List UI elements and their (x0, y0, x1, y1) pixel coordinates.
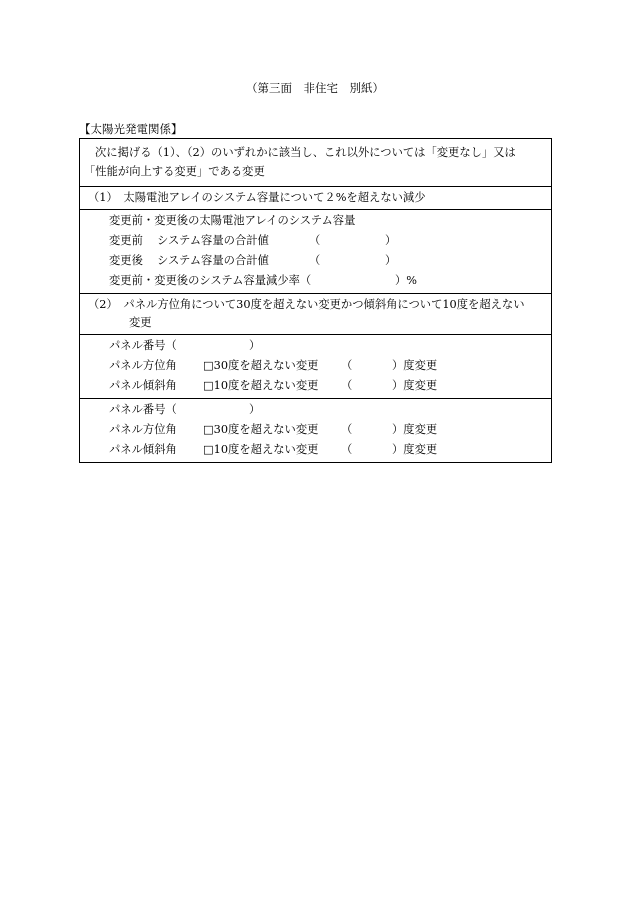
tilt-checkbox[interactable]: □10度を超えない変更 (203, 443, 319, 456)
azimuth-open-paren: （ (341, 423, 353, 436)
azimuth-line (109, 356, 551, 376)
azimuth-checkbox[interactable]: □30度を超えない変更 (203, 423, 319, 436)
tilt-label: パネル傾斜角 (109, 443, 177, 456)
item2-header-row (80, 294, 552, 335)
reduction-rate-unit[interactable]: ）% (395, 274, 418, 287)
section-title: 【太陽光発電関係】 (79, 122, 183, 136)
tilt-label: パネル傾斜角 (109, 379, 177, 392)
tilt-degree-change[interactable]: ）度変更 (392, 443, 438, 456)
azimuth-open-paren: （ (341, 359, 353, 372)
before-text: システム容量の合計値 (157, 234, 269, 247)
reduction-rate-label: 変更前・変更後のシステム容量減少率（ (109, 274, 312, 287)
intro-line-1: 次に掲げる（1）、（2）のいずれかに該当し、これ以外については「変更なし」又は (95, 146, 516, 159)
panel-number-close[interactable]: ） (249, 403, 261, 416)
item1-header-row (80, 187, 552, 210)
azimuth-line (109, 420, 551, 440)
after-open-paren: （ (309, 254, 321, 267)
azimuth-label: パネル方位角 (109, 359, 177, 372)
azimuth-label: パネル方位角 (109, 423, 177, 436)
before-capacity-line (109, 231, 551, 251)
tilt-line (109, 440, 551, 460)
solar-change-table (79, 138, 552, 463)
item1-body (80, 210, 552, 294)
after-capacity-line (109, 251, 551, 271)
panel-group-row (80, 335, 552, 399)
tilt-checkbox[interactable]: □10度を超えない変更 (203, 379, 319, 392)
intro-cell (80, 139, 552, 187)
panel-group-2 (80, 399, 552, 463)
tilt-open-paren: （ (341, 443, 353, 456)
after-text: システム容量の合計値 (157, 254, 269, 267)
after-close-paren[interactable]: ） (385, 254, 397, 267)
azimuth-checkbox[interactable]: □30度を超えない変更 (203, 359, 319, 372)
tilt-open-paren: （ (341, 379, 353, 392)
item1-subheading: 変更前・変更後の太陽電池アレイのシステム容量 (109, 214, 356, 227)
tilt-line (109, 376, 551, 396)
item1-body-row (80, 210, 552, 294)
before-open-paren: （ (309, 234, 321, 247)
intro-line-2: 「性能が向上する変更」である変更 (84, 165, 265, 178)
item2-header (80, 294, 552, 335)
after-label: 変更後 (109, 254, 143, 267)
azimuth-degree-change[interactable]: ）度変更 (392, 359, 438, 372)
before-label: 変更前 (109, 234, 143, 247)
panel-group-1 (80, 335, 552, 399)
before-close-paren[interactable]: ） (385, 234, 397, 247)
panel-number-close[interactable]: ） (249, 339, 261, 352)
azimuth-degree-change[interactable]: ）度変更 (392, 423, 438, 436)
intro-row (80, 139, 552, 187)
panel-number-label: パネル番号（ (109, 339, 177, 352)
reduction-rate-line (109, 271, 551, 291)
item2-header-line-2: 変更 (129, 316, 152, 329)
panel-group-row (80, 399, 552, 463)
panel-number-line (109, 400, 551, 420)
item2-header-line-1: （2） パネル方位角について30度を超えない変更かつ傾斜角について10度を超えない (88, 298, 525, 311)
tilt-degree-change[interactable]: ）度変更 (392, 379, 438, 392)
panel-number-line (109, 336, 551, 356)
item1-header: （1） 太陽電池アレイのシステム容量について２%を超えない減少 (80, 187, 552, 210)
page-title: （第三面 非住宅 別紙） (246, 81, 384, 95)
panel-number-label: パネル番号（ (109, 403, 177, 416)
